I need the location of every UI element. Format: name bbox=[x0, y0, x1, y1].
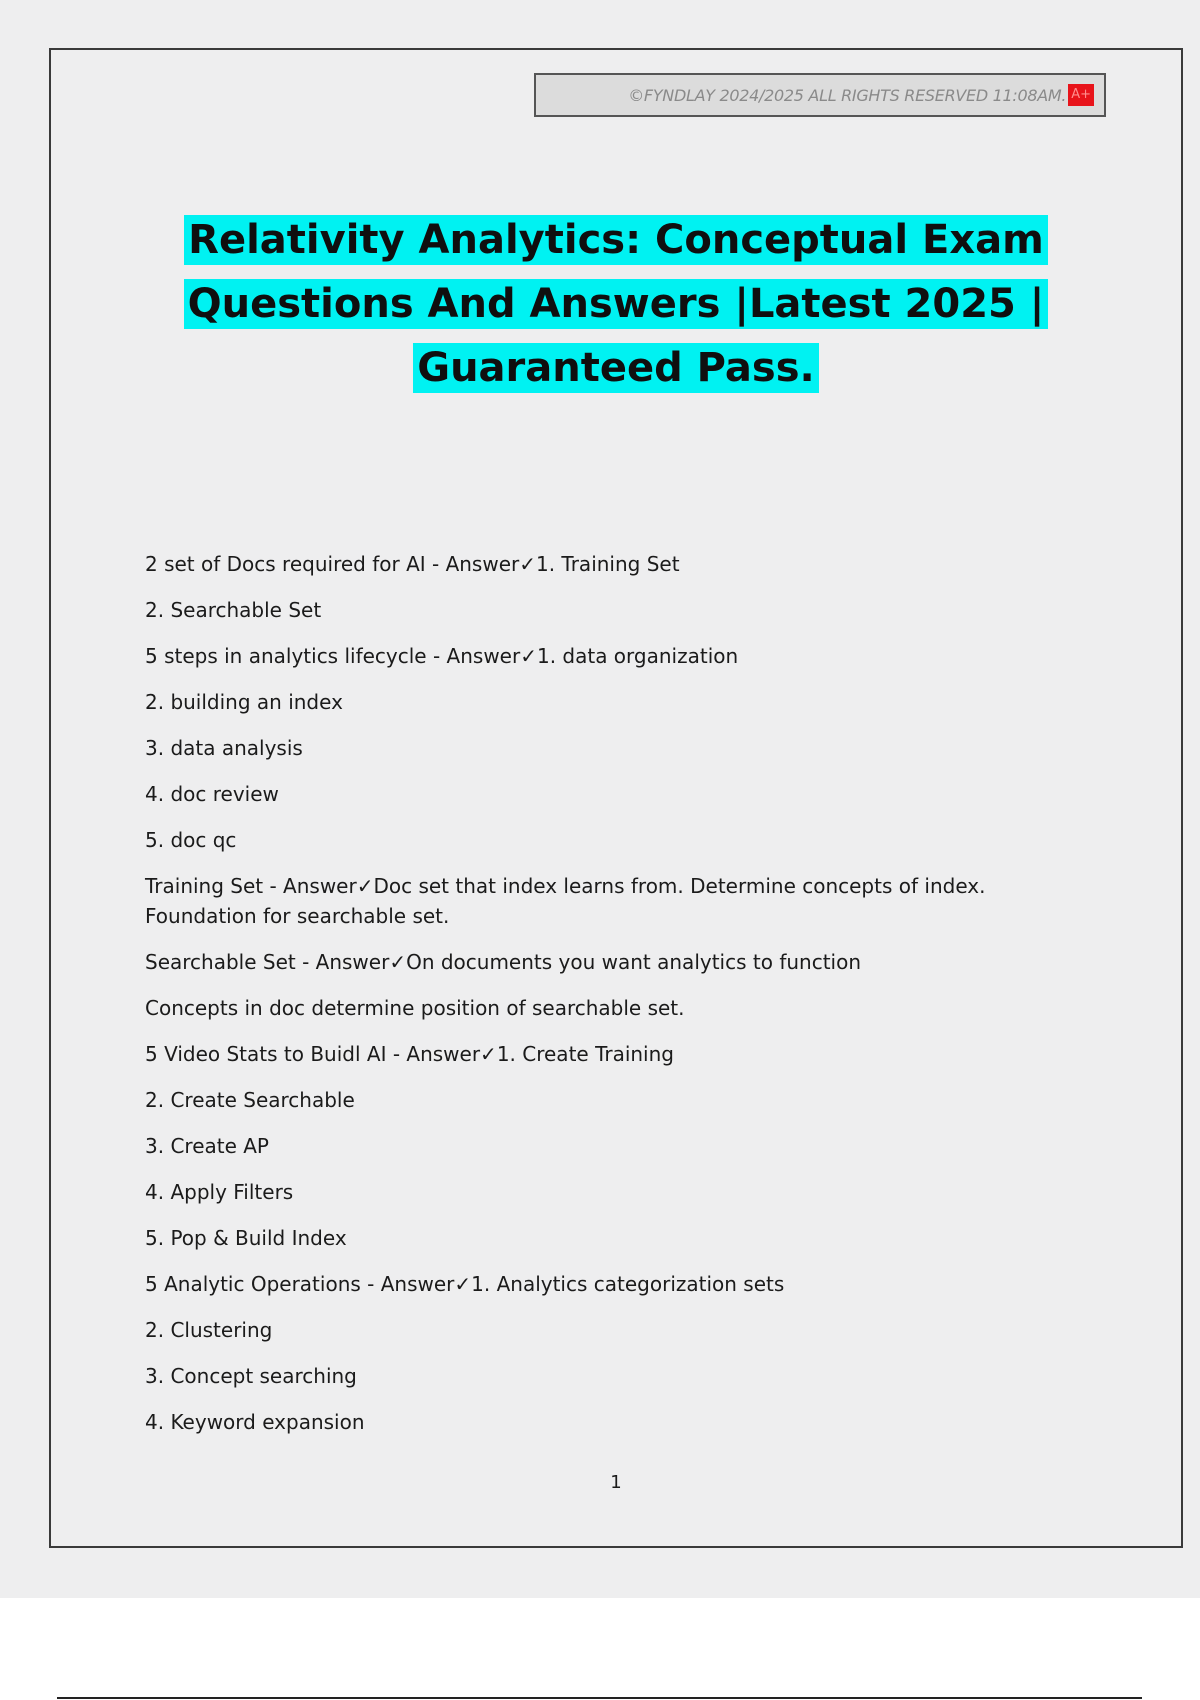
qa-line: 5 steps in analytics lifecycle - Answer✓1. data organization bbox=[145, 644, 739, 668]
qa-line: 5 Analytic Operations - Answer✓1. Analytics categorization sets bbox=[145, 1272, 785, 1296]
qa-line: 5. doc qc bbox=[145, 828, 237, 852]
qa-line: 3. data analysis bbox=[145, 736, 303, 760]
qa-line: 2. building an index bbox=[145, 690, 343, 714]
qa-line: 2. Create Searchable bbox=[145, 1088, 355, 1112]
qa-line: 4. Keyword expansion bbox=[145, 1410, 365, 1434]
title-line-2: Questions And Answers |Latest 2025 | bbox=[184, 279, 1049, 329]
qa-line: 2. Searchable Set bbox=[145, 598, 322, 622]
qa-line: 5. Pop & Build Index bbox=[145, 1226, 347, 1250]
next-page-rule bbox=[57, 1697, 1142, 1699]
grade-badge: A+ bbox=[1068, 84, 1094, 106]
qa-line: Training Set - Answer✓Doc set that index learns from. Determine concepts of index. Foundation for searchable set. bbox=[145, 874, 986, 928]
qa-line: 4. doc review bbox=[145, 782, 279, 806]
qa-line: 3. Concept searching bbox=[145, 1364, 357, 1388]
title-line-3: Guaranteed Pass. bbox=[413, 343, 818, 393]
qa-line: Searchable Set - Answer✓On documents you want analytics to function bbox=[145, 950, 862, 974]
qa-line: 2 set of Docs required for AI - Answer✓1. Training Set bbox=[145, 552, 680, 576]
qa-line: 5 Video Stats to Buidl AI - Answer✓1. Create Training bbox=[145, 1042, 674, 1066]
title-line-1: Relativity Analytics: Conceptual Exam bbox=[184, 215, 1048, 265]
qa-line: Concepts in doc determine position of searchable set. bbox=[145, 996, 685, 1020]
copyright-text: ©FYNDLAY 2024/2025 ALL RIGHTS RESERVED 11:08AM. bbox=[628, 85, 1067, 105]
qa-line: 4. Apply Filters bbox=[145, 1180, 294, 1204]
qa-line: 2. Clustering bbox=[145, 1318, 273, 1342]
qa-line: 3. Create AP bbox=[145, 1134, 269, 1158]
qa-content bbox=[145, 549, 1045, 1453]
page-number: 1 bbox=[610, 1472, 622, 1493]
document-title bbox=[130, 208, 1102, 400]
copyright-banner bbox=[534, 73, 1106, 117]
